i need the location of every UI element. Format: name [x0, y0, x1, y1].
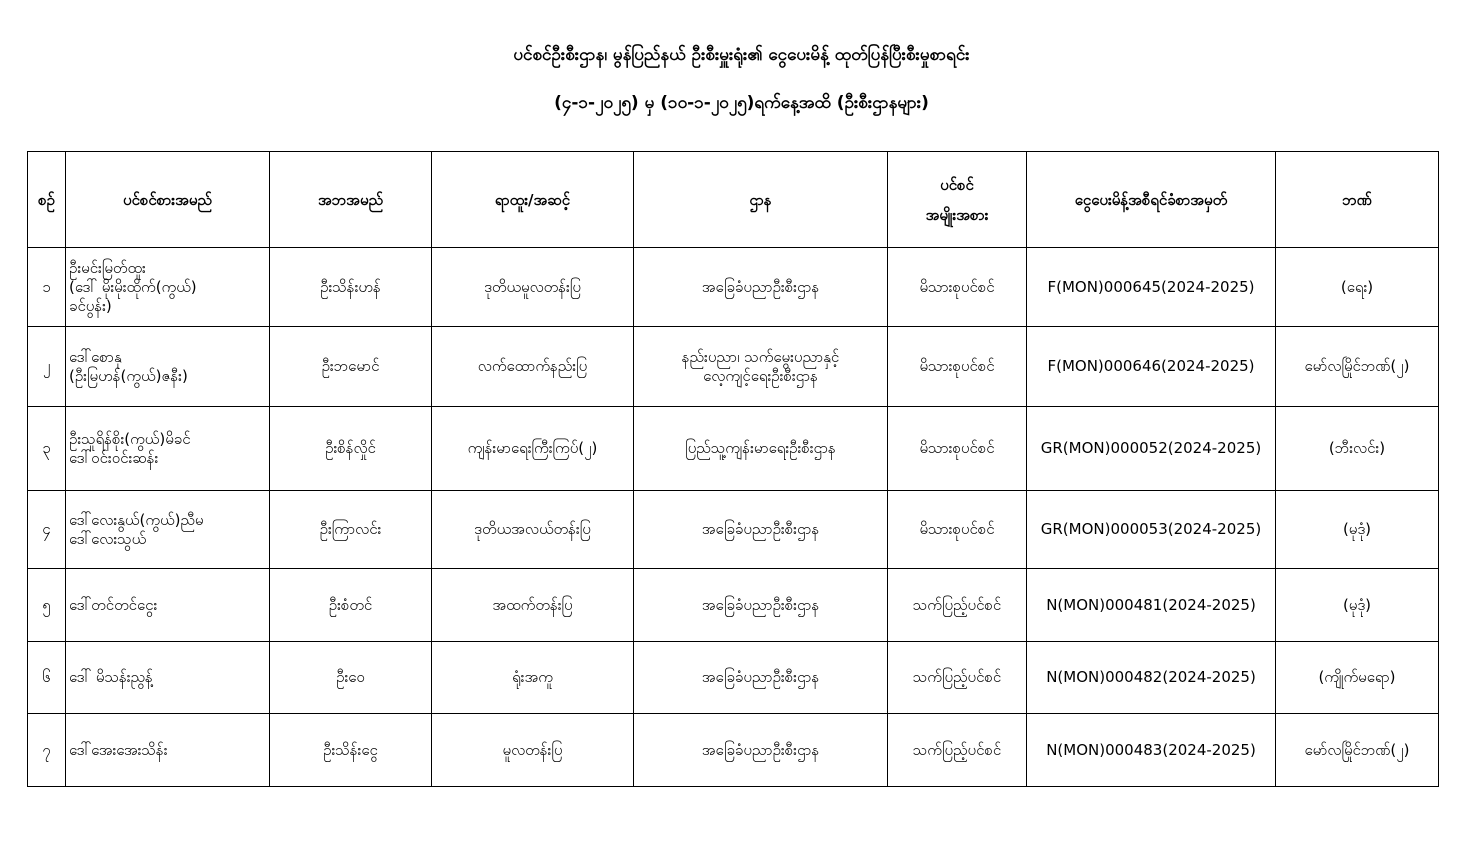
cell-rank: ဒုတိယအလယ်တန်းပြ [432, 491, 634, 569]
cell-pensioner-name: ဒေါ်တင်တင်ငွေး [66, 569, 270, 642]
cell-order-number: F(MON)000646(2024-2025) [1027, 327, 1276, 407]
cell-father-name: ဦးစံတင် [270, 569, 432, 642]
cell-bank: (မုဒုံ) [1276, 491, 1439, 569]
cell-order-number: F(MON)000645(2024-2025) [1027, 248, 1276, 327]
header-pension-type-line-1: ပင်စင် [940, 175, 974, 194]
cell-order-number: N(MON)000481(2024-2025) [1027, 569, 1276, 642]
header-department: ဌာန [634, 152, 888, 248]
cell-no: ၅ [28, 569, 66, 642]
cell-department: အခြေခံပညာဦးစီးဌာန [634, 714, 888, 787]
cell-order-number: N(MON)000483(2024-2025) [1027, 714, 1276, 787]
header-pension-type [888, 152, 1027, 248]
pension-order-table [27, 151, 1439, 787]
table-row [28, 407, 1439, 491]
cell-no: ၃ [28, 407, 66, 491]
table-row [28, 714, 1439, 787]
cell-pensioner-name: ဒေါ်လေးနွယ်(ကွယ်)ညီမ ဒေါ်လေးသွယ် [66, 491, 270, 569]
cell-pension-type: သက်ပြည့်ပင်စင် [888, 569, 1027, 642]
cell-no: ၇ [28, 714, 66, 787]
table-row [28, 491, 1439, 569]
cell-pension-type: သက်ပြည့်ပင်စင် [888, 642, 1027, 714]
cell-father-name: ဦးသိန်းဟန် [270, 248, 432, 327]
document-subtitle-date-range: (၄-၁-၂၀၂၅) မှ (၁၀-၁-၂၀၂၅)ရက်နေ့အထိ (ဦးစီးဌာနများ) [554, 93, 929, 113]
cell-order-number: N(MON)000482(2024-2025) [1027, 642, 1276, 714]
cell-pension-type: မိသားစုပင်စင် [888, 407, 1027, 491]
cell-rank: ကျန်းမာရေးကြီးကြပ်(၂) [432, 407, 634, 491]
cell-no: ၁ [28, 248, 66, 327]
table-row [28, 248, 1439, 327]
cell-department: အခြေခံပညာဦးစီးဌာန [634, 491, 888, 569]
cell-father-name: ဦးစိန်လှိုင် [270, 407, 432, 491]
table-row [28, 642, 1439, 714]
header-pension-type-line-2: အမျိုးအစား [925, 205, 989, 224]
cell-no: ၂ [28, 327, 66, 407]
cell-no: ၄ [28, 491, 66, 569]
header-pensioner-name: ပင်စင်စားအမည် [66, 152, 270, 248]
cell-bank: (ရေး) [1276, 248, 1439, 327]
cell-department: အခြေခံပညာဦးစီးဌာန [634, 642, 888, 714]
cell-rank: အထက်တန်းပြ [432, 569, 634, 642]
cell-pensioner-name: ဒေါ်စောနု (ဦးမြဟန်(ကွယ်)ဇနီး) [66, 327, 270, 407]
header-no: စဉ် [28, 152, 66, 248]
cell-bank: မော်လမြိုင်ဘဏ်(၂) [1276, 327, 1439, 407]
cell-bank: (မုဒုံ) [1276, 569, 1439, 642]
cell-rank: ရုံးအကူ [432, 642, 634, 714]
header-father-name: အဘအမည် [270, 152, 432, 248]
cell-pensioner-name: ဦးမင်းမြတ်ထူး (ဒေါ် မိုးမိုးထိုက်(ကွယ်) ခင်ပွန်း) [66, 248, 270, 327]
document-title: ပင်စင်ဦးစီးဌာန၊ မွန်ပြည်နယ် ဦးစီးမှူးရုံး၏ ငွေပေးမိန့် ထုတ်ပြန်ပြီးစီးမှုစာရင်း [513, 45, 970, 65]
header-bank: ဘဏ် [1276, 152, 1439, 248]
cell-father-name: ဦးဝေ [270, 642, 432, 714]
cell-order-number: GR(MON)000052(2024-2025) [1027, 407, 1276, 491]
cell-department: အခြေခံပညာဦးစီးဌာန [634, 569, 888, 642]
cell-pensioner-name: ဒေါ် မိသန်းညွန့် [66, 642, 270, 714]
cell-rank: လက်ထောက်နည်းပြ [432, 327, 634, 407]
cell-father-name: ဦးသိန်းငွေ [270, 714, 432, 787]
table-row [28, 327, 1439, 407]
cell-order-number: GR(MON)000053(2024-2025) [1027, 491, 1276, 569]
cell-no: ၆ [28, 642, 66, 714]
cell-department: ပြည်သူ့ကျန်းမာရေးဦးစီးဌာန [634, 407, 888, 491]
cell-pension-type: မိသားစုပင်စင် [888, 327, 1027, 407]
cell-pension-type: သက်ပြည့်ပင်စင် [888, 714, 1027, 787]
cell-department: အခြေခံပညာဦးစီးဌာန [634, 248, 888, 327]
cell-bank: (ကျိုက်မရော) [1276, 642, 1439, 714]
cell-pensioner-name: ဒေါ်အေးအေးသိန်း [66, 714, 270, 787]
cell-department: နည်းပညာ၊ သက်မွေးပညာနှင့် လေ့ကျင့်ရေးဦးစီးဌာန [634, 327, 888, 407]
header-rank: ရာထူး/အဆင့် [432, 152, 634, 248]
cell-pension-type: မိသားစုပင်စင် [888, 248, 1027, 327]
cell-father-name: ဦးဘမောင် [270, 327, 432, 407]
table-header-row [28, 152, 1439, 248]
cell-father-name: ဦးကြာလင်း [270, 491, 432, 569]
cell-pension-type: မိသားစုပင်စင် [888, 491, 1027, 569]
cell-rank: မူလတန်းပြ [432, 714, 634, 787]
table-body [28, 248, 1439, 787]
table-row [28, 569, 1439, 642]
header-order-number: ငွေပေးမိန့်အစီရင်ခံစာအမှတ် [1027, 152, 1276, 248]
cell-bank: (ဘီးလင်း) [1276, 407, 1439, 491]
cell-pensioner-name: ဦးသူရိန်စိုး(ကွယ်)မိခင် ဒေါ်ဝင်းဝင်းဆန်း [66, 407, 270, 491]
cell-rank: ဒုတိယမူလတန်းပြ [432, 248, 634, 327]
cell-bank: မော်လမြိုင်ဘဏ်(၂) [1276, 714, 1439, 787]
